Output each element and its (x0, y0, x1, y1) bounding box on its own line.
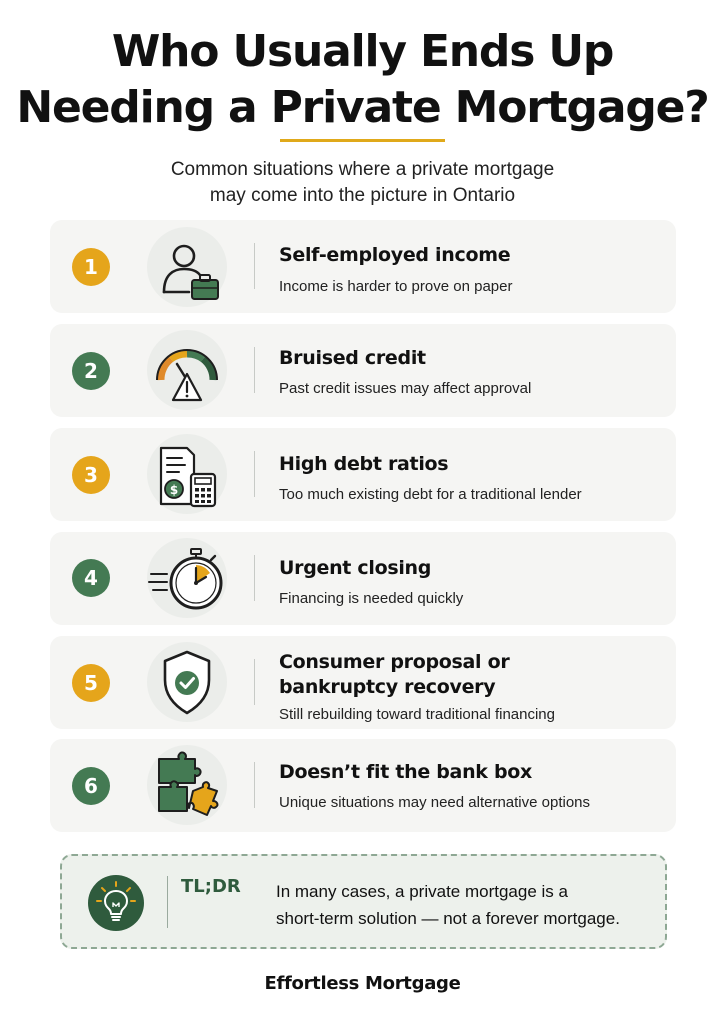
situation-card-bank-box (50, 739, 676, 832)
situation-number: 6 (72, 767, 110, 805)
page-subtitle-line-1: Common situations where a private mortgage (170, 159, 555, 180)
situation-number: 4 (72, 559, 110, 597)
situation-description: Past credit issues may affect approval (279, 380, 532, 397)
situation-card-high-debt (50, 428, 676, 521)
situation-card-bruised-credit (50, 324, 676, 417)
situation-number: 3 (72, 456, 110, 494)
situation-card-urgent-closing (50, 532, 676, 625)
card-divider (254, 243, 255, 289)
document-calculator-icon (147, 434, 227, 514)
situation-card-bankruptcy-recovery (50, 636, 676, 729)
person-briefcase-icon (147, 227, 227, 307)
stopwatch-icon (147, 538, 227, 618)
shield-check-icon (147, 642, 227, 722)
situation-title: Urgent closing (279, 557, 432, 579)
tldr-divider (167, 876, 168, 928)
tldr-text (276, 878, 620, 932)
situation-title-line-1: Consumer proposal or (279, 651, 510, 673)
tldr-label: TL;DR (181, 876, 241, 897)
situation-title: High debt ratios (279, 453, 449, 475)
situation-title: Bruised credit (279, 347, 426, 369)
card-divider (254, 451, 255, 497)
situation-title: Self-employed income (279, 244, 511, 266)
situation-description: Income is harder to prove on paper (279, 278, 513, 295)
situation-card-self-employed (50, 220, 676, 313)
situation-title-line-2: bankruptcy recovery (279, 676, 496, 698)
situation-description: Too much existing debt for a traditional lender (279, 486, 582, 503)
situation-number: 1 (72, 248, 110, 286)
footer-brand: Effortless Mortgage (264, 973, 461, 994)
tldr-text-line-1: In many cases, a private mortgage is a (276, 882, 568, 901)
card-divider (254, 762, 255, 808)
tldr-text-line-2: short-term solution — not a forever mortgage. (276, 909, 620, 928)
tldr-box (60, 854, 667, 949)
page-title-line-1: Who Usually Ends Up (111, 26, 614, 77)
card-divider (254, 347, 255, 393)
lightbulb-icon (88, 875, 144, 931)
title-underline (280, 139, 445, 142)
situation-description: Unique situations may need alternative options (279, 794, 591, 811)
page-subtitle-line-2: may come into the picture in Ontario (209, 185, 516, 206)
situation-description: Financing is needed quickly (279, 590, 464, 607)
situation-number: 2 (72, 352, 110, 390)
situation-number: 5 (72, 664, 110, 702)
credit-gauge-warning-icon (147, 330, 227, 410)
situation-title: Doesn’t fit the bank box (279, 761, 532, 783)
page-subtitle (0, 157, 725, 209)
puzzle-pieces-icon (147, 745, 227, 825)
page-title (0, 24, 725, 136)
svg-text:$: $ (169, 483, 179, 497)
situation-description: Still rebuilding toward traditional financing (279, 706, 555, 723)
card-divider (254, 555, 255, 601)
page-title-line-2: Needing a Private Mortgage? (16, 82, 709, 133)
card-divider (254, 659, 255, 705)
